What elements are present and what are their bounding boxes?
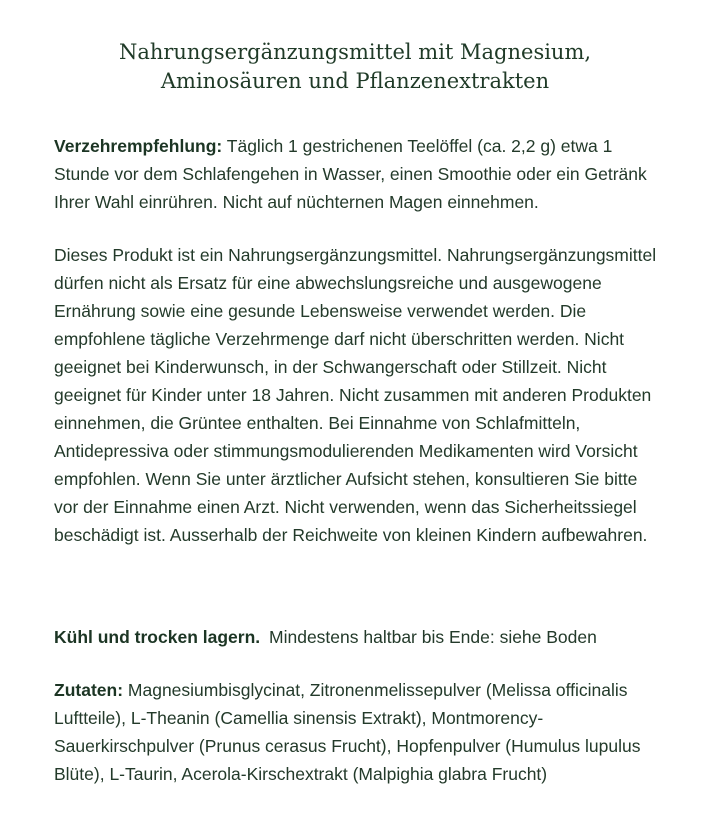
storage-info bbox=[54, 623, 664, 651]
ingredients-label: Zutaten: bbox=[54, 680, 124, 700]
storage-label: Kühl und trocken lagern. bbox=[54, 627, 261, 647]
ingredients-text: Magnesiumbisglycinat, Zitronenmelissepulver (Melissa officinalis Luftteile), L-Theanin (Camellia sinensis Extrakt), Montmorency-Sauerkirschpulver (Prunus cerasus Frucht), Hopfenpulver (Humulus lupulus Blüte), L-Taurin, Acerola-Kirschextrakt (Malpighia glabra Frucht) bbox=[54, 680, 641, 784]
page-title bbox=[40, 38, 670, 96]
dosage-text: Täglich 1 gestrichenen Teelöffel (ca. 2,2 g) etwa 1 Stunde vor dem Schlafengehen in Wasser, einen Smoothie oder ein Getränk Ihrer Wahl einrühren. Nicht auf nüchternen Magen einnehmen. bbox=[54, 136, 647, 212]
notice-text: Dieses Produkt ist ein Nahrungsergänzungsmittel. Nahrungsergänzungsmittel dürfen nicht als Ersatz für eine abwechslungsreiche und ausgewogene Ernährung sowie eine gesunde Lebensweise verwendet werden. Die empfohlene tägliche Verzehrmenge darf nicht überschritten werden. Nicht geeignet bei Kinderwunsch, in der Schwangerschaft oder Stillzeit. Nicht geeignet für Kinder unter 18 Jahren. Nicht zusammen mit anderen Produkten einnehmen, die Grüntee enthalten. Bei Einnahme von Schlafmitteln, Antidepressiva oder stimmungsmodulierenden Medikamenten wird Vorsicht empfohlen. Wenn Sie unter ärztlicher Aufsicht stehen, konsultieren Sie bitte vor der Einnahme einen Arzt. Nicht verwenden, wenn das Sicherheitssiegel beschädigt ist. Ausserhalb der Reichweite von kleinen Kindern aufbewahren. bbox=[54, 245, 657, 545]
best-before-text: Mindestens haltbar bis Ende: siehe Boden bbox=[269, 627, 597, 647]
title-line-1: Nahrungsergänzungsmittel mit Magnesium, bbox=[118, 40, 592, 64]
ingredients-list bbox=[54, 676, 664, 788]
dosage-recommendation bbox=[54, 132, 664, 216]
dosage-label: Verzehrempfehlung: bbox=[54, 136, 223, 156]
supplement-notice bbox=[54, 241, 664, 549]
title-line-2: Aminosäuren und Pflanzenextrakten bbox=[160, 69, 550, 93]
